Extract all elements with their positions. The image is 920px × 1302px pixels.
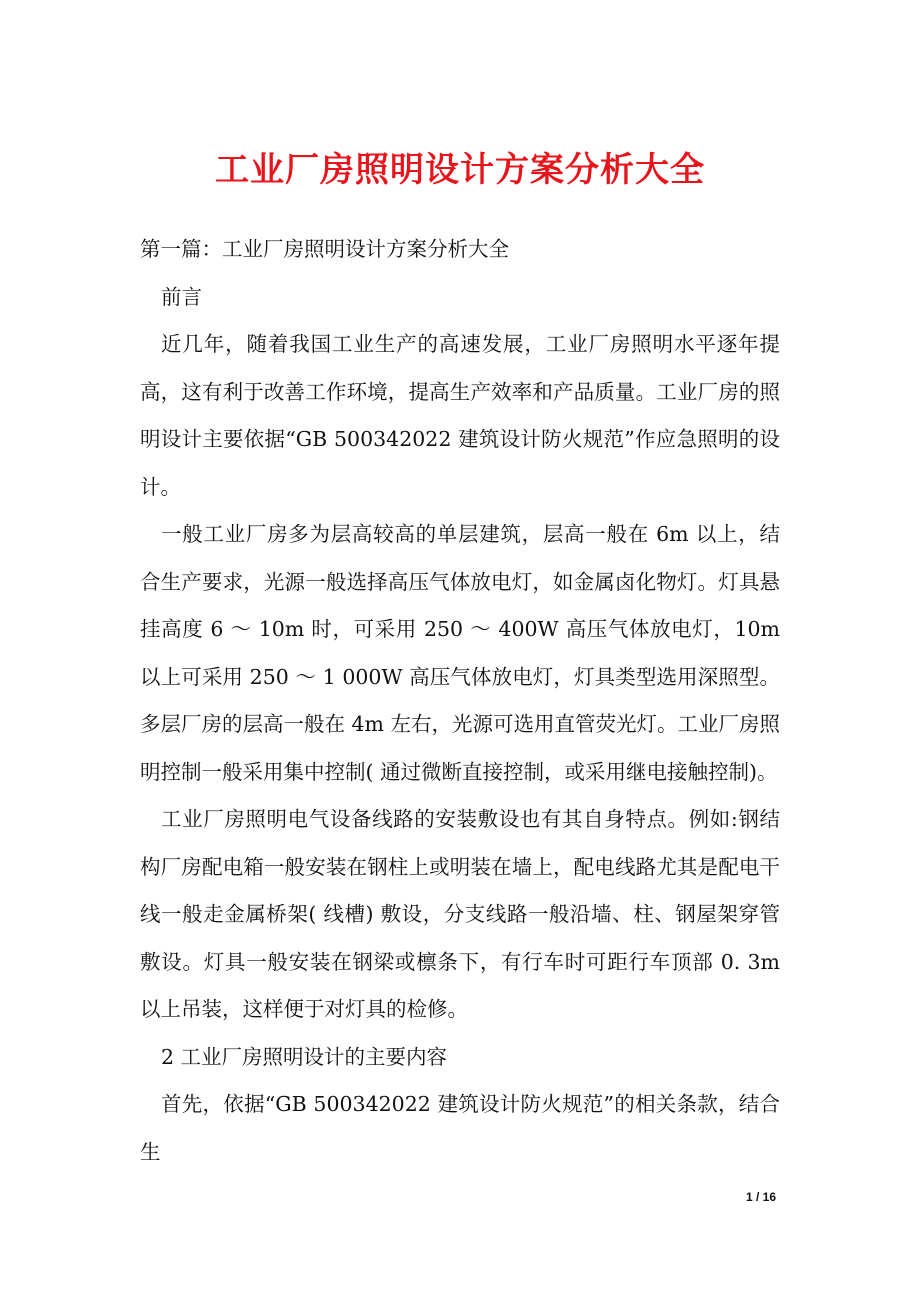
paragraph-preface-label: 前言 [161, 284, 202, 309]
paragraph-section-2-heading: 2 工业厂房照明设计的主要内容 [161, 1044, 448, 1069]
paragraph-light-source: 一般工业厂房多为层高较高的单层建筑，层高一般在 6m 以上，结合生产要求，光源一般选择高压气体放电灯，如金属卤化物灯。灯具悬挂高度 6 ～ 10m 时，可采用 250 ～ 400W 高压气体放电灯，10m 以上可采用 250 ～ 1 000W 高压气体放电灯，灯具类型选用深照型。多层厂房的层高一般在 4m 左右，光源可选用直管荧光灯。工业厂房照明控制一般采用集中控制( 通过微断直接控制，或采用继电接触控制)。 [140, 522, 781, 784]
document-body [140, 226, 780, 1176]
page-number: 1 / 16 [746, 1190, 777, 1204]
section-heading: 第一篇：工业厂房照明设计方案分析大全 [140, 237, 509, 261]
paragraph-intro: 近几年，随着我国工业生产的高速发展，工业厂房照明水平逐年提高，这有利于改善工作环境，提高生产效率和产品质量。工业厂房的照明设计主要依据“GB 500342022 建筑设计防火规范”作应急照明的设计。 [140, 332, 780, 499]
paragraph-installation: 工业厂房照明电气设备线路的安装敷设也有其自身特点。例如:钢结构厂房配电箱一般安装在钢柱上或明装在墙上，配电线路尤其是配电干线一般走金属桥架( 线槽) 敷设，分支线路一般沿墙、柱、钢屋架穿管敷设。灯具一般安装在钢梁或檩条下，有行车时可距行车顶部 0. 3m 以上吊装，这样便于对灯具的检修。 [140, 807, 780, 1021]
paragraph-section-2-start: 首先，依据“GB 500342022 建筑设计防火规范”的相关条款，结合生 [140, 1092, 780, 1164]
document-title: 工业厂房照明设计方案分析大全 [215, 150, 705, 190]
